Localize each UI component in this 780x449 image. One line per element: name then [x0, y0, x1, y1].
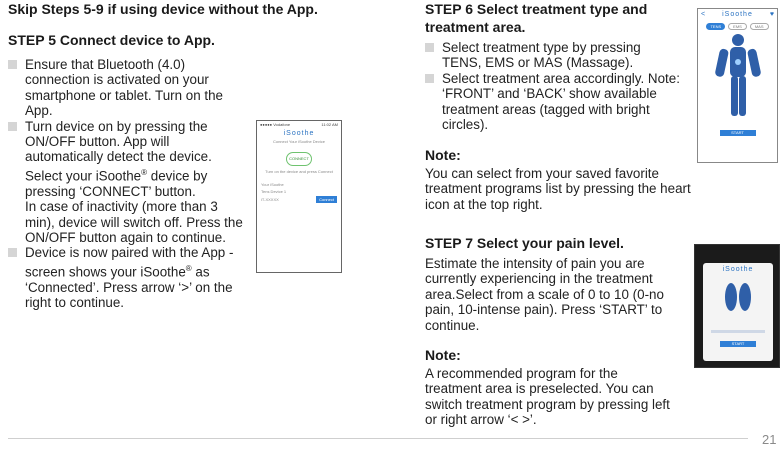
step5-item-3: [8, 245, 246, 310]
start-button[interactable]: START: [720, 341, 756, 347]
step6-list: [425, 40, 683, 132]
status-carrier: ●●●●● Vodafone: [260, 122, 291, 127]
tab-tens[interactable]: TENS: [706, 23, 725, 30]
step5-item-3-text-a: Device is now paired with the App - screen shows your iSoothe: [25, 245, 234, 280]
note2-text: A recommended program for the treatment area is preselected. You can switch treatment program by pressing left or right arrow ‘< >’.: [425, 366, 670, 428]
connect-device-button[interactable]: CONNECT: [286, 152, 312, 166]
step7-text: Estimate the intensity of pain you are currently experiencing in the treatment area.Select from a scale of 0 to 10 (0-no pain, 10-intense pain). Press ‘START’ to continue.: [425, 256, 664, 333]
registered-mark: ®: [141, 167, 148, 177]
connect-hint: Turn on the device and press Connect: [265, 169, 333, 174]
app-logo: iSoothe: [722, 266, 754, 273]
pain-level-slider[interactable]: [711, 330, 765, 333]
phone2-header: [698, 9, 777, 18]
connect-subtitle: Connect Your iSoothe Device: [272, 139, 326, 144]
note1-title: Note:: [425, 147, 461, 163]
step6-item-2-text: Select treatment area accordingly. Note: ‘FRONT’ and ‘BACK’ show available treatment areas (tagged with bright circles).: [442, 70, 680, 133]
phone-treatment-area-screenshot: [697, 8, 778, 163]
step6-item-1: [425, 40, 683, 71]
start-button[interactable]: START: [720, 130, 756, 136]
step5-item-2-text: Turn device on by pressing the ON/OFF button. App will automatically detect the device.: [25, 118, 212, 165]
pain-dialog: [703, 263, 773, 361]
registered-mark: ®: [185, 263, 192, 273]
device-row-2: Tens Device 1: [261, 189, 287, 194]
step5-title: STEP 5 Connect device to App.: [8, 32, 215, 48]
intro-heading: Skip Steps 5-9 if using device without the App.: [8, 1, 318, 17]
bullet-square: [8, 60, 17, 69]
note2-title: Note:: [425, 347, 461, 363]
bullet-square: [8, 248, 17, 257]
note1-text: You can select from your saved favorite treatment programs list by pressing the heart icon at the top right.: [425, 166, 691, 212]
step5-item-2: [8, 119, 246, 246]
back-arrow-icon[interactable]: <: [701, 11, 706, 18]
device-id: iT-XXXXX: [261, 197, 279, 202]
app-logo: iSoothe: [722, 11, 753, 18]
step6-item-2: [425, 71, 683, 133]
body-figure-icon[interactable]: [698, 30, 778, 125]
step5-item-2-select-b: device by pressing ‘CONNECT’ button.: [25, 168, 208, 199]
device-row-1: Your iSoothe: [261, 182, 284, 187]
treatment-type-tabs: [698, 23, 777, 30]
phone-connect-screenshot: [256, 120, 342, 273]
bullet-square: [425, 74, 434, 83]
phone-pain-level-screenshot: [694, 244, 780, 368]
step5-item-2-inactivity: In case of inactivity (more than 3 min), device will switch off. Press the ON/OFF button again to continue.: [25, 199, 243, 245]
feet-icon: [703, 273, 773, 321]
heart-icon[interactable]: ♥: [769, 11, 774, 18]
step6-item-1-text: Select treatment type by pressing TENS, EMS or MAS (Massage).: [442, 40, 641, 71]
tab-ems[interactable]: EMS: [728, 23, 747, 30]
bullet-square: [8, 122, 17, 131]
page-number: 21: [762, 432, 777, 447]
footer-divider: [8, 438, 748, 439]
bullet-square: [425, 43, 434, 52]
device-row-3[interactable]: [261, 196, 337, 203]
step5-list: [8, 57, 246, 310]
status-time: 11:02 AM: [321, 122, 338, 127]
step5-item-2-select-a: Select your iSoothe: [25, 168, 142, 184]
step5-item-1-text: Ensure that Bluetooth (4.0) connection is activated on your smartphone or tablet. Turn on the App.: [25, 57, 224, 119]
tab-mas[interactable]: MAS: [750, 23, 769, 30]
step7-title: STEP 7 Select your pain level.: [425, 235, 624, 251]
step5-item-1: [8, 57, 246, 119]
step5-item-3-text-b: as ‘Connected’. Press arrow ‘>’ on the right to continue.: [25, 264, 233, 311]
device-connect-button[interactable]: Connect: [316, 196, 337, 203]
app-logo: iSoothe: [283, 130, 315, 137]
step6-title: STEP 6 Select treatment type and treatment area.: [425, 1, 648, 35]
status-bar: [257, 121, 341, 129]
